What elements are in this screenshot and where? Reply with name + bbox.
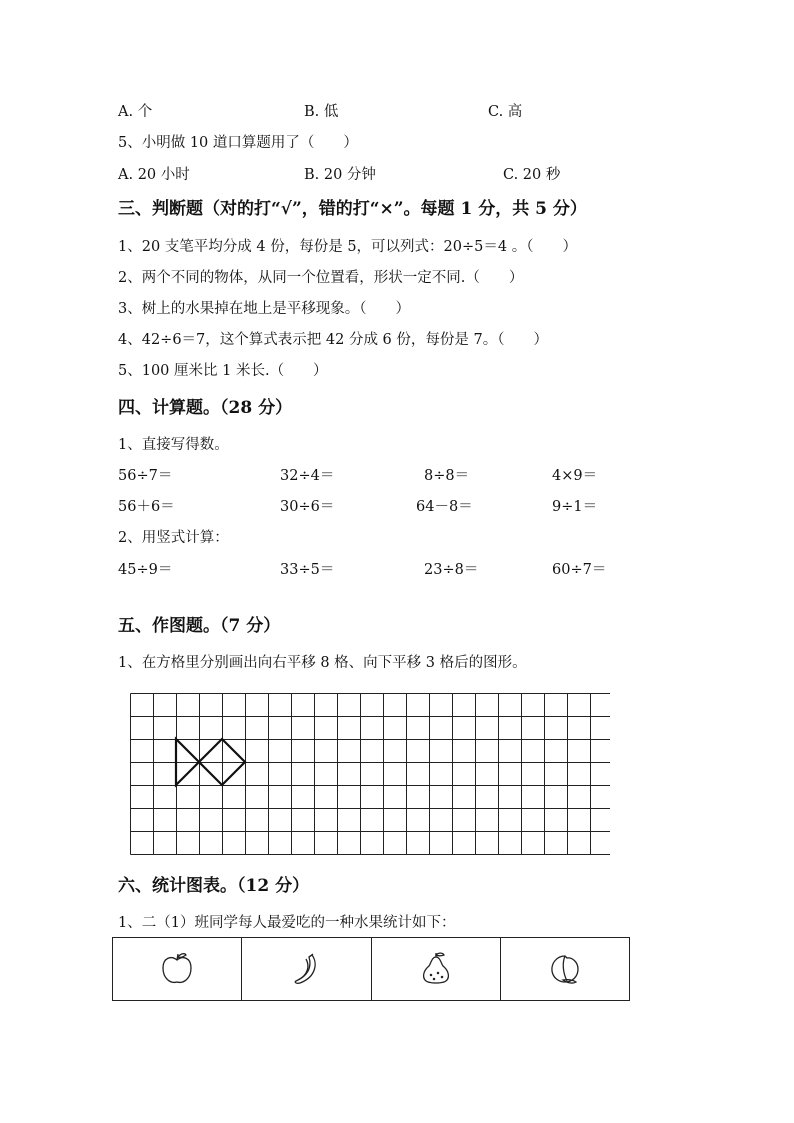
fruit-cell-apple [113, 938, 242, 1001]
section6-title: 六、统计图表。（12 分） [118, 876, 310, 896]
calc-sub1: 1、直接写得数。 [118, 437, 229, 453]
fruit-cell-peach [500, 938, 629, 1001]
calc-r3-c3: 23÷8＝ [424, 562, 479, 578]
fruit-cell-banana [242, 938, 371, 1001]
judgement-item-3: 3、树上的水果掉在地上是平移现象。（ ） [118, 301, 410, 317]
drawing-instruction: 1、在方格里分别画出向右平移 8 格、向下平移 3 格后的图形。 [118, 655, 527, 671]
q4-option-c: C. 高 [488, 104, 523, 120]
section4-title: 四、计算题。（28 分） [118, 398, 293, 418]
q4-option-a: A. 个 [118, 104, 153, 120]
q5-option-b: B. 20 分钟 [304, 167, 376, 183]
calc-r3-c1: 45÷9＝ [118, 562, 173, 578]
section3-title: 三、判断题（对的打“√”，错的打“×”。每题 1 分，共 5 分） [118, 199, 587, 219]
calc-sub2: 2、用竖式计算： [118, 530, 229, 546]
calc-r3-c2: 33÷5＝ [280, 562, 335, 578]
judgement-item-1: 1、20 支笔平均分成 4 份，每份是 5，可以列式：20÷5＝4 。（ ） [118, 239, 577, 255]
judgement-item-4: 4、42÷6＝7，这个算式表示把 42 分成 6 份，每份是 7。（ ） [118, 332, 548, 348]
banana-icon [286, 949, 326, 989]
fruit-table [112, 937, 630, 1001]
q5-option-a: A. 20 小时 [118, 167, 190, 183]
judgement-item-5: 5、100 厘米比 1 米长.（ ） [118, 363, 328, 379]
fruit-cell-pear [371, 938, 500, 1001]
calc-r1-c3: 8÷8＝ [424, 468, 470, 484]
q5-option-c: C. 20 秒 [503, 167, 561, 183]
q4-option-b: B. 低 [304, 104, 339, 120]
peach-icon [545, 949, 585, 989]
pear-icon [416, 949, 456, 989]
stats-instruction: 1、二（1）班同学每人最爱吃的一种水果统计如下： [118, 915, 456, 931]
judgement-item-2: 2、两个不同的物体，从同一个位置看，形状一定不同.（ ） [118, 270, 524, 286]
calc-r1-c4: 4×9＝ [552, 468, 598, 484]
drawing-grid[interactable] [130, 693, 610, 857]
q5-question: 5、小明做 10 道口算题用了（ ） [118, 135, 358, 151]
calc-r2-c3: 64－8＝ [416, 499, 473, 515]
calc-r1-c1: 56÷7＝ [118, 468, 173, 484]
calc-r1-c2: 32÷4＝ [280, 468, 335, 484]
calc-r2-c1: 56＋6＝ [118, 499, 175, 515]
calc-r3-c4: 60÷7＝ [552, 562, 607, 578]
calc-r2-c2: 30÷6＝ [280, 499, 335, 515]
section5-title: 五、作图题。（7 分） [118, 616, 281, 636]
calc-r2-c4: 9÷1＝ [552, 499, 598, 515]
apple-icon [157, 949, 197, 989]
